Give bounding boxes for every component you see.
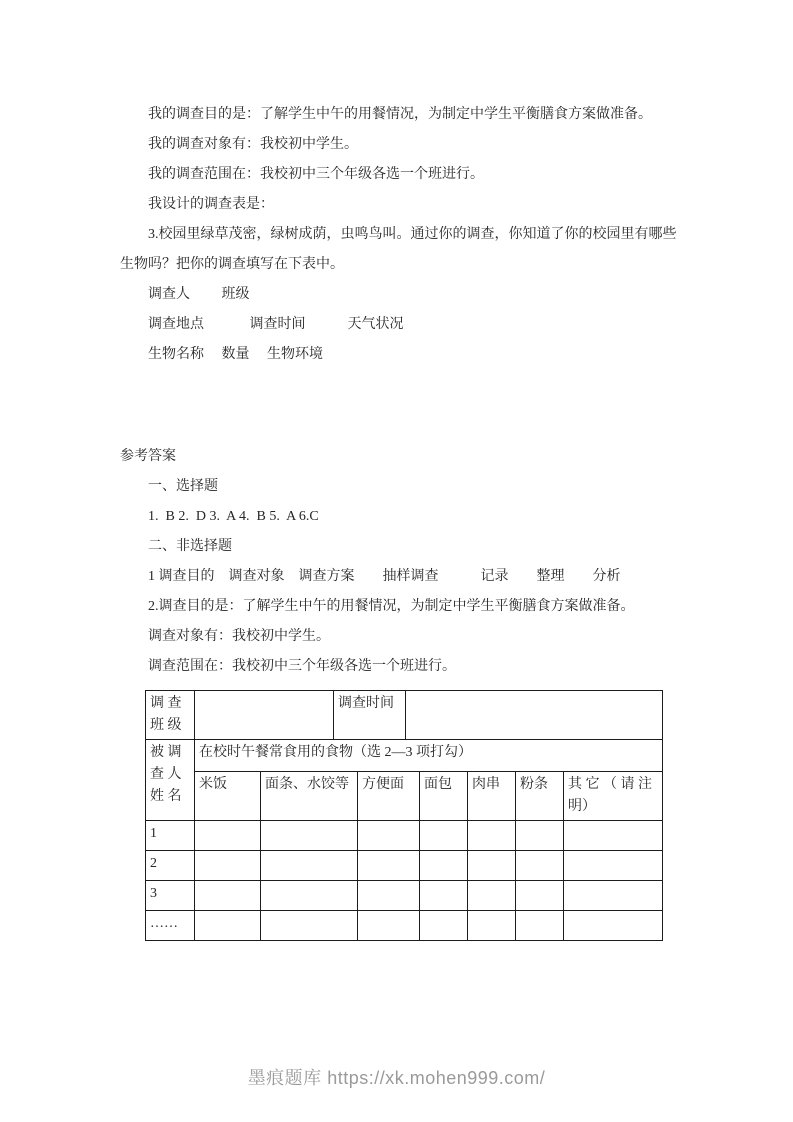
food-col-rice: 米饭 [195, 772, 261, 821]
document-body [120, 100, 680, 941]
table-row [146, 821, 663, 851]
q2-scope-line: 调查范围在：我校初中三个年级各选一个班进行。 [148, 659, 456, 674]
blank-form-row-organism: 生物名称 数量 生物环境 [148, 347, 323, 362]
intro-scope-line: 我的调查范围在：我校初中三个年级各选一个班进行。 [148, 167, 484, 182]
section-1-title: 一、选择题 [148, 479, 218, 494]
time-value-cell [406, 691, 663, 740]
check-cell [516, 851, 564, 881]
check-cell [358, 911, 420, 941]
row-index-cell: 2 [146, 851, 195, 881]
food-col-noodles: 面条、水饺等 [261, 772, 358, 821]
check-cell [516, 911, 564, 941]
check-cell [261, 881, 358, 911]
question-3-text: 3.校园里绿草茂密，绿树成荫，虫鸣鸟叫。通过你的调查，你知道了你的校园里有哪些生物吗？把你的调查填写在下表中。 [120, 227, 677, 272]
check-cell [261, 851, 358, 881]
check-cell [420, 881, 468, 911]
check-cell [195, 911, 261, 941]
intro-purpose-line: 我的调查目的是：了解学生中午的用餐情况，为制定中学生平衡膳食方案做准备。 [148, 107, 652, 122]
table-row [146, 911, 663, 941]
check-cell [468, 821, 516, 851]
food-col-vermicelli: 粉条 [516, 772, 564, 821]
intro-table-lead-line: 我设计的调查表是： [148, 197, 274, 212]
check-cell [261, 821, 358, 851]
q2-purpose-line: 2.调查目的是：了解学生中午的用餐情况，为制定中学生平衡膳食方案做准备。 [148, 599, 635, 614]
q2-subject-line: 调查对象有：我校初中学生。 [148, 629, 330, 644]
check-cell [564, 821, 663, 851]
check-cell [468, 911, 516, 941]
class-label-cell: 调 查 班 级 [146, 691, 195, 740]
check-cell [261, 911, 358, 941]
table-row [146, 851, 663, 881]
table-row [146, 881, 663, 911]
q1-answer-line: 1 调查目的 调查对象 调查方案 抽样调查 记录 整理 分析 [148, 569, 621, 584]
check-cell [195, 851, 261, 881]
check-cell [516, 881, 564, 911]
check-cell [516, 821, 564, 851]
check-cell [564, 851, 663, 881]
check-cell [564, 911, 663, 941]
check-cell [468, 881, 516, 911]
check-cell [195, 881, 261, 911]
food-section-header-cell: 在校时午餐常食用的食物（选 2—3 项打勾） [195, 740, 663, 772]
row-index-cell: …… [146, 911, 195, 941]
check-cell [195, 821, 261, 851]
check-cell [358, 821, 420, 851]
food-col-other: 其 它 （ 请 注 明） [564, 772, 663, 821]
answers-heading: 参考答案 [120, 449, 176, 464]
time-label-cell: 调查时间 [334, 691, 406, 740]
food-col-bread: 面包 [420, 772, 468, 821]
intro-subject-line: 我的调查对象有：我校初中学生。 [148, 137, 358, 152]
check-cell [564, 881, 663, 911]
check-cell [420, 851, 468, 881]
check-cell [420, 821, 468, 851]
check-cell [358, 881, 420, 911]
section-2-title: 二、非选择题 [148, 539, 232, 554]
check-cell [468, 851, 516, 881]
row-index-cell: 3 [146, 881, 195, 911]
survey-table [145, 690, 663, 941]
check-cell [358, 851, 420, 881]
multiple-choice-answers: 1. B 2. D 3. A 4. B 5. A 6.C [148, 509, 319, 524]
row-index-cell: 1 [146, 821, 195, 851]
blank-form-row-investigator: 调查人 班级 [148, 287, 250, 302]
check-cell [420, 911, 468, 941]
blank-form-row-place-time-weather: 调查地点 调查时间 天气状况 [148, 317, 404, 332]
food-col-meat-skewer: 肉串 [468, 772, 516, 821]
food-col-instant-noodles: 方便面 [358, 772, 420, 821]
site-watermark: 墨痕题库 https://xk.mohen999.com/ [247, 1068, 546, 1088]
respondent-label-cell: 被 调 查 人 姓 名 [146, 740, 195, 821]
class-value-cell [195, 691, 334, 740]
